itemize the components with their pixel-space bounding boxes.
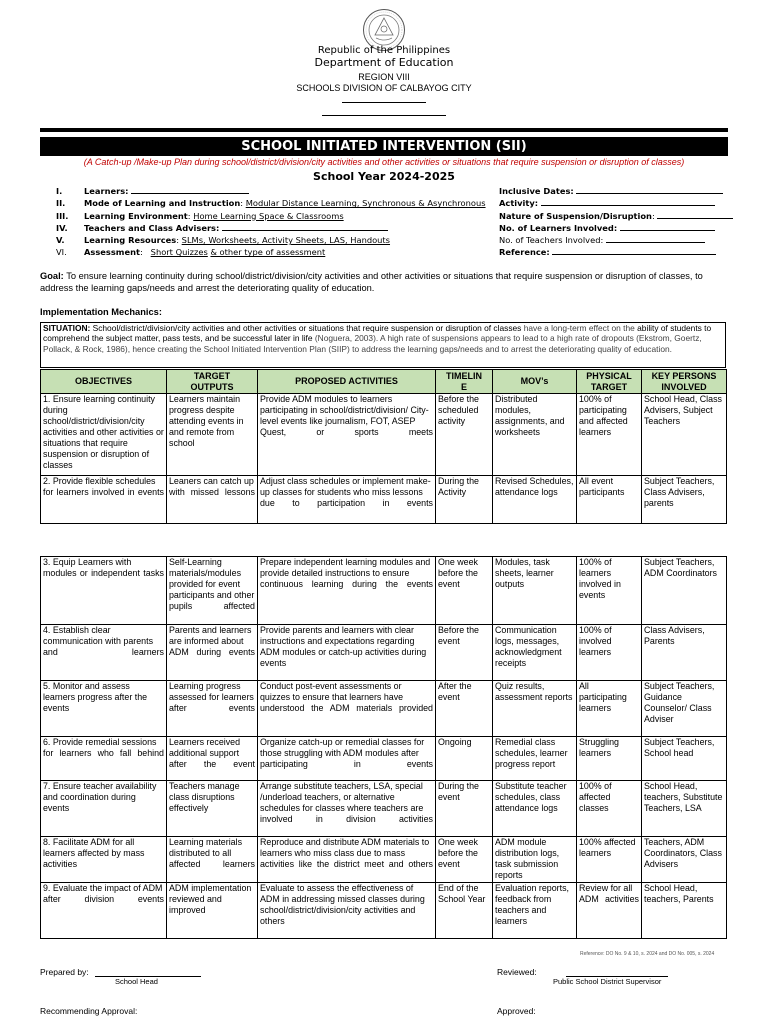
table-row (41, 837, 727, 883)
info-activity: Activity: (499, 197, 733, 209)
info-teachers: IV. Teachers and Class Advisers: (56, 222, 486, 234)
division-text: SCHOOLS DIVISION OF CALBAYOG CITY (296, 83, 472, 93)
goal-label: Goal: (40, 271, 64, 281)
table-cell-activity: Reproduce and distribute ADM materials to learners who miss class due to mass activities like the district meet and others (258, 837, 436, 883)
table-cell-output: Teachers manage class disruptions effectively (167, 781, 258, 837)
table-cell-mov: Substitute teacher schedules, class attendance logs (493, 781, 577, 837)
document-title: SCHOOL INITIATED INTERVENTION (SII) (40, 137, 728, 156)
info-mode: II. Mode of Learning and Instruction: Modular Distance Learning, Synchronous & Asynchronous (56, 198, 486, 209)
learners-blank (131, 185, 249, 194)
header-key-persons: KEY PERSONS INVOLVED (642, 370, 727, 394)
info-dates: Inclusive Dates: (499, 185, 733, 197)
table-cell-output: Parents and learners are informed about ADM during events (167, 625, 258, 681)
table-header-row (41, 370, 727, 394)
table-cell-persons: School Head, teachers, Parents (642, 883, 727, 939)
table-cell-timeline: After the event (436, 681, 493, 737)
approved-label: Approved: (497, 1006, 536, 1016)
implementation-heading: Implementation Mechanics: (40, 307, 162, 317)
table-cell-objective: 9. Evaluate the impact of ADM after division events (41, 883, 167, 939)
school-head-label: School Head (115, 977, 158, 986)
reviewed-label: Reviewed: (497, 967, 537, 977)
table-cell-output: Learners received additional support after the event (167, 737, 258, 781)
table-cell-mov: Quiz results, assessment reports (493, 681, 577, 737)
table-cell-activity: Prepare independent learning modules and provide detailed instructions to ensure continuous learning during the events (258, 557, 436, 625)
table-row (41, 557, 727, 625)
header-target-outputs: TARGET OUTPUTS (167, 370, 258, 394)
situation-box: SITUATION: School/district/division/city activities and other activities or situations that require suspension or disruption of classes have a long-term effect on the ability of students to comprehend the subject matter, pass tests, and be successful later in life (Noguera, 2003). A high rate of suspensions appears to lead to a high rate of dropouts (Ekstrom, Goertz, Pollack, & Rock, 1986), hence creating the School Initiated Intervention Plan (SIIP) to address the learning gaps/needs and to arrest the deteriorating quality of education. (40, 322, 726, 368)
table-cell-objective: 7. Ensure teacher availability and coordination during events (41, 781, 167, 837)
table-cell-objective: 8. Facilitate ADM for all learners affected by mass activities (41, 837, 167, 883)
table-cell-persons: Subject Teachers, ADM Coordinators (642, 557, 727, 625)
table-cell-persons: Subject Teachers, Guidance Counselor/ Class Adviser (642, 681, 727, 737)
header-timeline: TIMELIN E (436, 370, 493, 394)
table-cell-activity: Organize catch-up or remedial classes for those struggling with ADM modules after participating in events (258, 737, 436, 781)
table-cell-target: Review for all ADM activities (577, 883, 642, 939)
table-row (41, 737, 727, 781)
table-cell-mov: Evaluation reports, feedback from teachers and learners (493, 883, 577, 939)
table-row (41, 625, 727, 681)
table-cell-timeline: Before the event (436, 625, 493, 681)
region-text: REGION VIII (358, 72, 410, 82)
table-row (41, 883, 727, 939)
intervention-table-1 (40, 369, 727, 524)
reference-note: Reference: DO No. 9 & 10, s. 2024 and DO No. 005, s. 2024 (580, 951, 715, 957)
prepared-by-label: Prepared by: (40, 967, 89, 977)
table-cell-persons: School Head, teachers, Substitute Teachers, LSA (642, 781, 727, 837)
table-cell-target: All participating learners (577, 681, 642, 737)
info-reference: Reference: (499, 246, 733, 258)
school-year: School Year 2024-2025 (313, 170, 455, 183)
table-cell-output: Self-Learning materials/modules provided for event participants and other pupils affected (167, 557, 258, 625)
table-cell-output: ADM implementation reviewed and improved (167, 883, 258, 939)
goal-text: To ensure learning continuity during school/district/division/city activities and other activities or situations that require suspension or disruption of classes, to address the learning gaps/needs and arrest the deteriorating quality of education. (40, 271, 703, 293)
info-assessment: VI. Assessment: Short Quizzes & other type of assessment (56, 247, 326, 258)
info-environment: III. Learning Environment: Home Learning Space & Classrooms (56, 210, 344, 221)
table-cell-output: Learning materials distributed to all affected learners (167, 837, 258, 883)
header-objectives: OBJECTIVES (41, 370, 167, 394)
header-underline-2 (322, 115, 446, 116)
supervisor-label: Public School District Supervisor (553, 977, 662, 986)
table-cell-activity: Evaluate to assess the effectiveness of ADM in addressing missed classes during school/district/division/city activities and others (258, 883, 436, 939)
table-cell-mov: ADM module distribution logs, task submission reports (493, 837, 577, 883)
table-cell-target: 100% of involved learners (577, 625, 642, 681)
table-cell-timeline: One week before the event (436, 557, 493, 625)
table-cell-timeline: One week before the event (436, 837, 493, 883)
table-cell-persons: Subject Teachers, School head (642, 737, 727, 781)
table-cell-target: 100% of affected classes (577, 781, 642, 837)
title-top-rule (40, 128, 728, 132)
goal-paragraph (40, 270, 730, 294)
info-left (56, 185, 486, 259)
intervention-table-2 (40, 556, 727, 939)
table-cell-mov: Remedial class schedules, learner progress report (493, 737, 577, 781)
table-row (41, 681, 727, 737)
table-cell-objective: 4. Establish clear communication with parents and learners (41, 625, 167, 681)
table-cell-objective: 3. Equip Learners with modules or independent tasks (41, 557, 167, 625)
table-cell-activity: Provide parents and learners with clear instructions and expectations regarding ADM modules or catch-up activities during events (258, 625, 436, 681)
header-physical-target: PHYSICAL TARGET (577, 370, 642, 394)
table-cell-target: 100% affected learners (577, 837, 642, 883)
info-no-learners: No. of Learners Involved: (499, 222, 733, 234)
situation-label: SITUATION: (43, 323, 91, 333)
info-no-teachers: No. of Teachers Involved: (499, 234, 733, 246)
info-right (499, 185, 733, 259)
table-cell-objective: 5. Monitor and assess learners progress after the events (41, 681, 167, 737)
table-cell-activity: Arrange substitute teachers, LSA, special /underload teachers, or alternative schedules for classes where teachers are involved in division activities (258, 781, 436, 837)
table-cell-timeline: During the event (436, 781, 493, 837)
table-cell-target: 100% of learners involved in events (577, 557, 642, 625)
table-cell-mov: Communication logs, messages, acknowledgment receipts (493, 625, 577, 681)
republic-text: Republic of the Philippines (317, 45, 451, 56)
header-proposed-activities: PROPOSED ACTIVITIES (258, 370, 436, 394)
document-subtitle: (A Catch-up /Make-up Plan during school/district/division/city activities and other activities or situations that require suspension or disruption of classes) (83, 157, 685, 167)
recommending-approval-label: Recommending Approval: (40, 1006, 138, 1016)
table-cell-output: Learning progress assessed for learners after events (167, 681, 258, 737)
table-cell-timeline: Ongoing (436, 737, 493, 781)
table-cell-persons: Class Advisers, Parents (642, 625, 727, 681)
table-cell-activity: Conduct post-event assessments or quizzes to ensure that learners have understood the ADM materials provided (258, 681, 436, 737)
info-resources: V. Learning Resources: SLMs, Worksheets, Activity Sheets, LAS, Handouts (56, 235, 391, 246)
table-row: 1. Ensure learning continuity during school/district/division/city activities and other activities or situations that require suspension or disruption of classes Learners maintain progress despite attending events in and remote from school Provide ADM modules to learners participating in school/district/division/ City-level events like journalism, FOT, ASEP Quest, or sports meets Before the scheduled activity Distributed modules, assignments, and worksheets 100% of participating and affected learners School Head, Class Advisers, Subject Teachers (41, 394, 727, 476)
table-row (41, 781, 727, 837)
info-nature: Nature of Suspension/Disruption: (499, 210, 733, 222)
header-movs: MOV’s (493, 370, 577, 394)
table-cell-timeline: End of the School Year (436, 883, 493, 939)
table-cell-persons: Teachers, ADM Coordinators, Class Advisers (642, 837, 727, 883)
table-cell-objective: 6. Provide remedial sessions for learners who fall behind (41, 737, 167, 781)
table-cell-target: Struggling learners (577, 737, 642, 781)
table-row: 2. Provide flexible schedules for learners involved in events Leaners can catch up with missed lessons Adjust class schedules or implement make-up classes for students who miss lessons due to participation in events During the Activity Revised Schedules, attendance logs All event participants Subject Teachers, Class Advisers, parents (41, 476, 727, 524)
teachers-blank (222, 222, 388, 231)
department-text: Department of Education (314, 56, 454, 69)
header-underline-1 (342, 102, 426, 103)
info-learners: I. Learners: (56, 185, 486, 197)
table-cell-mov: Modules, task sheets, learner outputs (493, 557, 577, 625)
